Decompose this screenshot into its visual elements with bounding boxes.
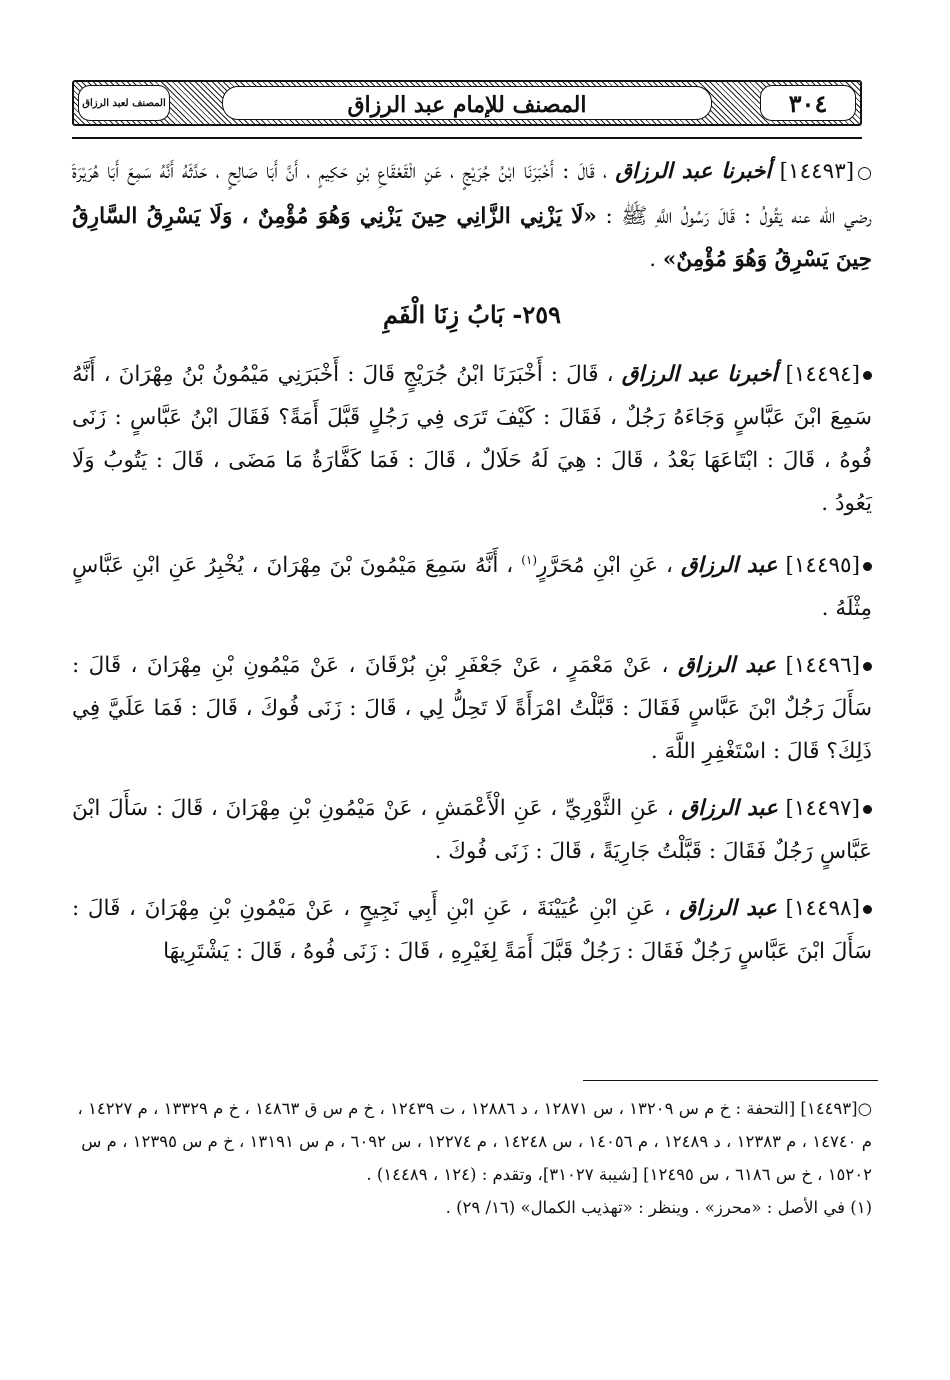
main-text: [72, 150, 872, 973]
page-title: المصنف للإمام عبد الرزاق: [347, 92, 587, 118]
hadith-number: [١٤٤٩٨]: [785, 896, 860, 922]
hadith-14497: [72, 787, 872, 873]
hadith-lead: أخبرنا عبد الرزاق: [621, 362, 778, 387]
hadith-lead: أخبرنا عبد الرزاق: [615, 159, 772, 184]
header-logo: [78, 85, 170, 121]
hadith-number: [١٤٤٩٦]: [785, 653, 861, 679]
bullet-icon: [863, 562, 872, 571]
footnote-ref[interactable]: (١): [521, 553, 538, 567]
hadith-text-continued: ، أَنَّهُ سَمِعَ مَيْمُونَ بْنَ مِهْرَانَ ، يُخْبِرُ عَنِ ابْنِ عَبَّاسٍ مِثْلَهُ .: [72, 553, 872, 622]
page-number-box: [760, 85, 856, 121]
hadith-number: [١٤٤٩٣]: [779, 159, 855, 184]
bullet-icon: [863, 805, 872, 814]
footnotes: [72, 1092, 872, 1224]
hadith-number: [١٤٤٩٧]: [785, 796, 860, 822]
hadith-tail: .: [649, 247, 663, 272]
hadith-14495: [72, 539, 872, 630]
hadith-lead: عبد الرزاق: [680, 553, 778, 579]
takhrij-note: [72, 1092, 872, 1191]
circle-marker-icon: ○: [857, 163, 872, 183]
hadith-14496: [72, 644, 872, 773]
header-rule: [72, 137, 862, 139]
bullet-icon: [863, 371, 872, 380]
hadith-number: [١٤٤٩٤]: [785, 362, 860, 387]
hadith-text: ، عَنِ ابْنِ مُحَرَّرٍ: [537, 553, 673, 579]
hadith-14498: [72, 887, 872, 973]
hadith-text: ، عَنْ مَعْمَرٍ ، عَنْ جَعْفَرِ بْنِ بُرْقَانَ ، عَنْ مَيْمُونِ بْنِ مِهْرَانَ ، قَالَ : سَأَلَ رَجُلٌ ابْنَ عَبَّاسٍ فَقَالَ : قَبَّلْتُ امْرَأَةً لَا تَحِلُّ لِي ، قَالَ : زَنَى فُوكَ ، قَالَ : فَمَا عَلَيَّ فِي ذَلِكَ؟ قَالَ : اسْتَغْفِرِ اللَّهَ .: [72, 653, 872, 765]
circle-marker-icon: ○: [857, 1099, 872, 1118]
hadith-14494: [72, 353, 872, 525]
hadith-text: ، قَالَ : أَخْبَرَنَا ابْنُ جُرَيْجٍ قَالَ : أَخْبَرَنِي مَيْمُونُ بْنُ مِهْرَانَ ، أَنَّهُ سَمِعَ ابْنَ عَبَّاسٍ وَجَاءَهُ رَجُلٌ ، فَقَالَ : كَيْفَ تَرَى فِي رَجُلٍ قَبَّلَ أَمَةً؟ فَقَالَ ابْنُ عَبَّاسٍ : زَنَى فُوهُ ، قَالَ : ابْتَاعَهَا بَعْدُ ، قَالَ : هِيَ لَهُ حَلَالٌ ، قَالَ : فَمَا كَفَّارَةُ مَا مَضَى ، قَالَ : يَتُوبُ وَلَا يَعُودُ .: [72, 362, 872, 516]
hadith-14493: [72, 150, 872, 281]
hadith-text: ، عَنِ الثَّوْرِيِّ ، عَنِ الْأَعْمَشِ ، عَنْ مَيْمُونِ بْنِ مِهْرَانَ ، قَالَ : سَأَلَ ابْنَ عَبَّاسٍ رَجُلٌ فَقَالَ : قَبَّلْتُ جَارِيَةً ، قَالَ : زَنَى فُوكَ .: [72, 796, 872, 865]
bullet-icon: [863, 662, 872, 671]
hadith-lead: عبد الرزاق: [681, 796, 778, 822]
header-logo-text: المصنف لعبد الرزاق: [82, 97, 166, 109]
header-title-box: [222, 86, 712, 120]
takhrij-text: [١٤٤٩٣] [التحفة : خ م س ١٣٢٠٩ ، س ١٢٨٧١ ، د ١٢٨٨٦ ، ت ١٢٤٣٩ ، خ م س ق ١٤٨٦٣ ، خ م ١٣٣٢٩ ، م ١٤٢٢٧ ، م ١٤٧٤٠ ، م ١٢٣٨٣ ، د ١٢٤٨٩ ، م ١٤٠٥٦ ، س ١٤٢٤٨ ، م ١٢٢٧٤ ، س ٦٠٩٢ ، م س ١٣١٩١ ، خ م س ١٢٣٩٥ ، م س ١٥٢٠٢ ، خ س ٦١٨٦ ، س ١٢٤٩٥] [شيبة ٣١٠٢٧]، وتقدم : (١٢٤ ، ١٤٤٨٩) .: [77, 1099, 872, 1184]
hadith-lead: عبد الرزاق: [679, 896, 777, 922]
hadith-text: ، قَالَ : أَخْبَرَنَا ابْنُ جُرَيْجٍ ، عَنِ الْقَعْقَاعِ بْنِ حَكِيمٍ ، أَنَّ أَبَا صَالِحٍ ، حَدَّثَهُ أَنَّهُ سَمِعَ أَبَا هُرَيْرَةَ رضي الله عنه يَقُولُ : قَالَ رَسُولُ اللَّهِ ﷺ :: [72, 159, 872, 229]
page-header: [72, 80, 862, 126]
bullet-icon: [863, 905, 872, 914]
hadith-number: [١٤٤٩٥]: [785, 553, 860, 579]
footnote-1: (١) في الأصل : «محرز» . وينظر : «تهذيب الكمال» (١٦/ ٢٩) .: [445, 1198, 872, 1217]
hadith-lead: عبد الرزاق: [677, 653, 777, 679]
page-number: ٣٠٤: [788, 88, 828, 118]
hadith-text: ، عَنِ ابْنِ عُيَيْنَةَ ، عَنِ ابْنِ أَبِي نَجِيحٍ ، عَنْ مَيْمُونِ بْنِ مِهْرَانَ ، قَالَ : سَأَلَ ابْنَ عَبَّاسٍ رَجُلٌ فَقَالَ : رَجُلٌ قَبَّلَ أَمَةً لِغَيْرِهِ ، قَالَ : زَنَى فُوهُ ، قَالَ : يَشْتَرِيهَا: [72, 896, 872, 965]
chapter-title: ٢٥٩- بَابُ زِنَا الْفَمِ: [383, 300, 561, 329]
hadith-matn: «لَا يَزْنِي الزَّانِي حِينَ يَزْنِي وَهُوَ مُؤْمِنٌ ، وَلَا يَسْرِقُ السَّارِقُ حِينَ يَسْرِقُ وَهُوَ مُؤْمِنٌ»: [72, 204, 872, 272]
footnote-rule: [583, 1080, 878, 1081]
